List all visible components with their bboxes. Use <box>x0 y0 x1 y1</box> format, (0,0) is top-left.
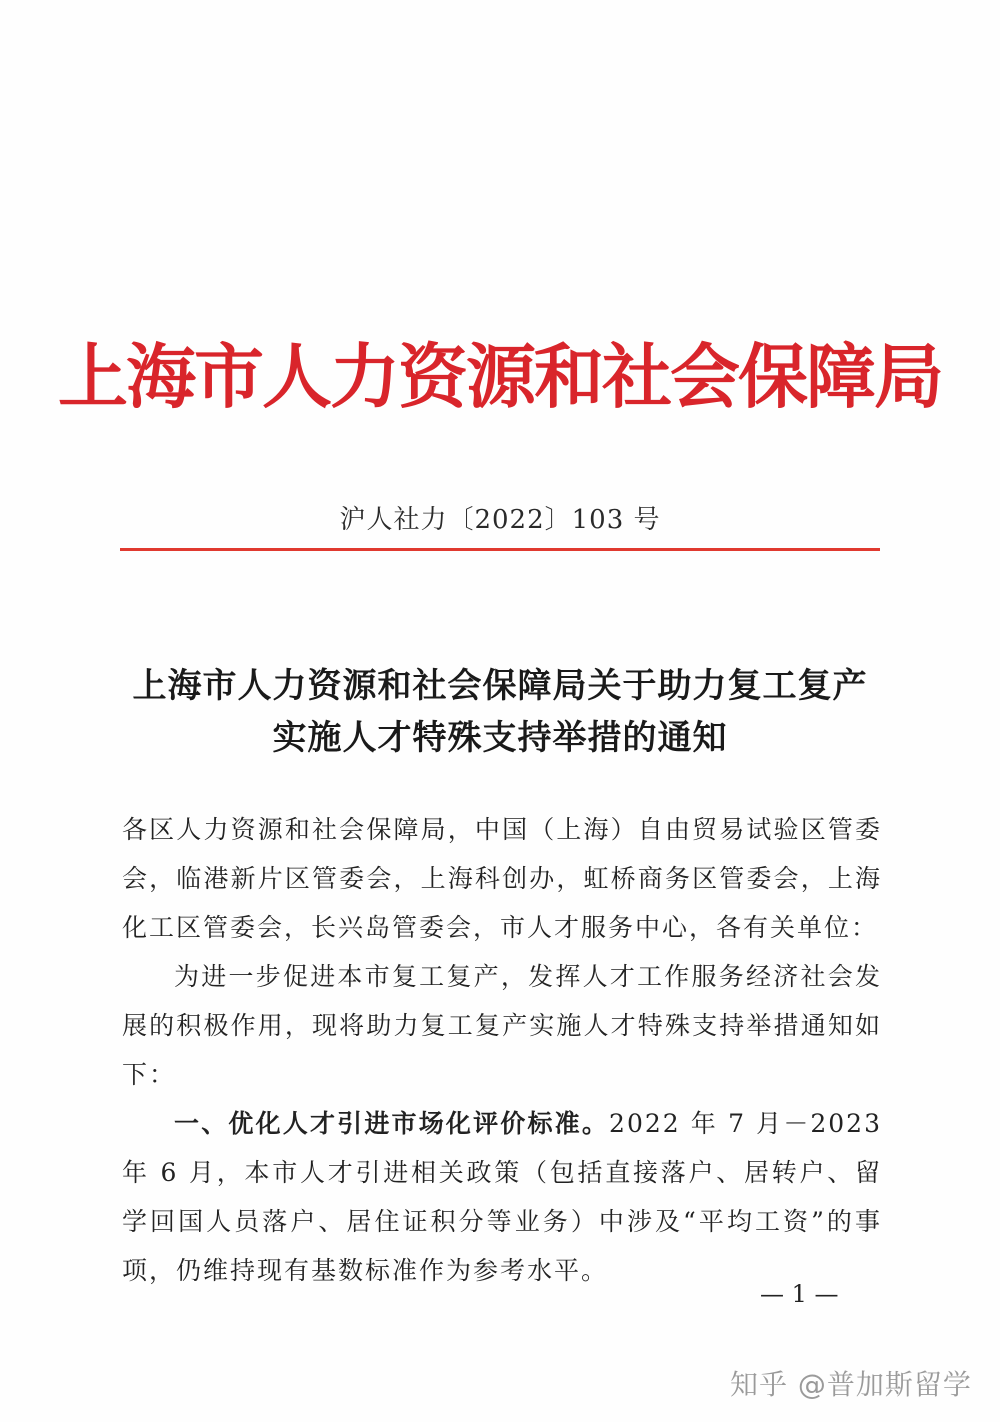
page-number: — 1 — <box>760 1280 839 1308</box>
item-1-text: 2022 年 7 月－2023 年 6 月，本市人才引进相关政策（包括直接落户、居转户、留学回国人员落户、居住证积分等业务）中涉及“平均工资”的事项，仍维持现有基数标准作为参考水平。 <box>122 1109 882 1285</box>
item-1-paragraph <box>122 1099 882 1295</box>
item-1-heading: 一、优化人才引进市场化评价标准。 <box>174 1109 610 1138</box>
notice-title-line-1: 上海市人力资源和社会保障局关于助力复工复产 <box>132 666 868 706</box>
red-divider-line <box>120 548 880 551</box>
document-number: 沪人社力〔2022〕103 号 <box>339 505 661 535</box>
notice-title <box>100 660 900 764</box>
recipients-paragraph: 各区人力资源和社会保障局，中国（上海）自由贸易试验区管委会，临港新片区管委会，上海科创办，虹桥商务区管委会，上海化工区管委会，长兴岛管委会，市人才服务中心，各有关单位： <box>122 815 882 942</box>
issuer-masthead: 上海市人力资源和社会保障局 <box>58 335 942 418</box>
notice-body <box>122 805 882 1295</box>
intro-paragraph: 为进一步促进本市复工复产，发挥人才工作服务经济社会发展的积极作用，现将助力复工复产实施人才特殊支持举措通知如下： <box>122 962 882 1089</box>
notice-title-line-2: 实施人才特殊支持举措的通知 <box>272 718 728 758</box>
zhihu-watermark: 知乎 @普加斯留学 <box>730 1368 972 1401</box>
